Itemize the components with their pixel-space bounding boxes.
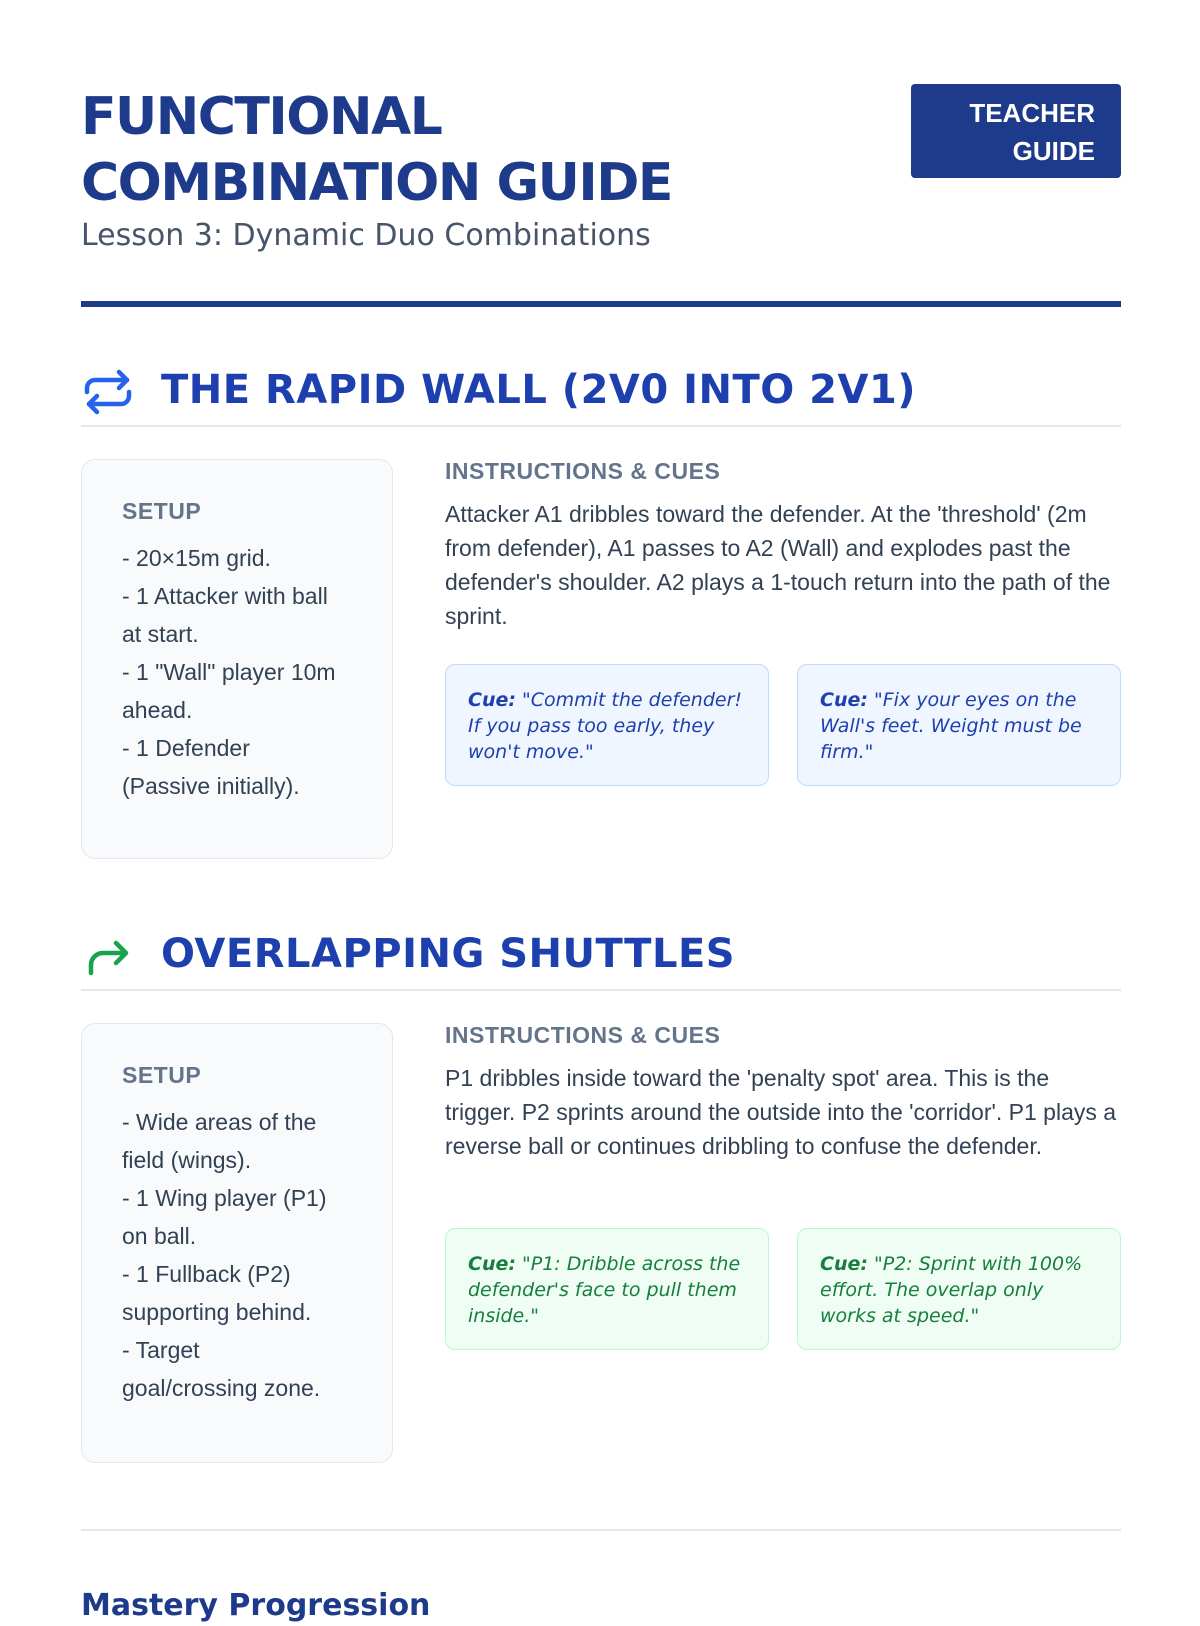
badge-line-2: GUIDE [1012, 136, 1095, 166]
setup-line: goal/crossing zone. [122, 1375, 321, 1401]
setup-card [81, 1023, 393, 1463]
page-title-line-1: FUNCTIONAL [81, 87, 442, 147]
page-subtitle: Lesson 3: Dynamic Duo Combinations [81, 218, 651, 253]
teacher-guide-badge [911, 84, 1121, 178]
cue-label: Cue: [820, 689, 868, 711]
setup-card [81, 459, 393, 859]
setup-label: SETUP [122, 498, 202, 524]
cue-text: "Fix your eyes on the Wall's feet. Weight must be firm." [820, 689, 1082, 763]
section-header [81, 919, 1121, 991]
cue-text: "Commit the defender! If you pass too early, they won't move." [468, 689, 742, 763]
cue-card [445, 664, 769, 786]
section-title: OVERLAPPING SHUTTLES [161, 931, 736, 977]
instructions-text: P1 dribbles inside toward the 'penalty spot' area. This is the trigger. P2 sprints around the outside into the 'corridor'. P1 plays a reverse ball or continues dribbling to confuse the defender. [445, 1065, 1117, 1159]
setup-line: on ball. [122, 1223, 197, 1249]
cue-label: Cue: [468, 1253, 516, 1275]
instructions-label: INSTRUCTIONS & CUES [445, 1022, 721, 1048]
page-title-line-2: COMBINATION GUIDE [81, 153, 672, 213]
setup-label: SETUP [122, 1062, 202, 1088]
repeat-arrows-icon [81, 365, 135, 419]
cue-label: Cue: [468, 689, 516, 711]
setup-line: - 1 Defender [122, 735, 250, 761]
setup-line: - 1 "Wall" player 10m [122, 659, 336, 685]
badge-line-1: TEACHER [969, 98, 1095, 128]
instructions-label: INSTRUCTIONS & CUES [445, 458, 721, 484]
mastery-progression-heading: Mastery Progression [81, 1588, 431, 1623]
setup-line: - 1 Fullback (P2) [122, 1261, 291, 1287]
setup-line: - Target [122, 1337, 200, 1363]
cue-text: "P2: Sprint with 100% effort. The overlap only works at speed." [820, 1253, 1083, 1327]
cue-card [797, 664, 1121, 786]
setup-line: supporting behind. [122, 1299, 312, 1325]
setup-line: (Passive initially). [122, 773, 300, 799]
setup-line: - Wide areas of the [122, 1109, 317, 1135]
instructions-block [445, 1022, 1121, 1163]
cue-label: Cue: [820, 1253, 868, 1275]
setup-line: - 1 Attacker with ball [122, 583, 328, 609]
header-divider [81, 301, 1121, 307]
setup-line: field (wings). [122, 1147, 252, 1173]
section-rapid-wall [81, 355, 1121, 855]
cue-card [797, 1228, 1121, 1350]
cue-text: "P1: Dribble across the defender's face to pull them inside." [468, 1253, 741, 1327]
cue-row [445, 664, 1121, 786]
setup-line: - 1 Wing player (P1) [122, 1185, 327, 1211]
section-header [81, 355, 1121, 427]
cue-row [445, 1228, 1121, 1350]
footer-divider [81, 1529, 1121, 1531]
setup-line: - 20×15m grid. [122, 545, 271, 571]
setup-line: at start. [122, 621, 199, 647]
section-title: THE RAPID WALL (2V0 INTO 2V1) [161, 367, 917, 413]
instructions-text: Attacker A1 dribbles toward the defender. At the 'threshold' (2m from defender), A1 passes to A2 (Wall) and explodes past the defender's shoulder. A2 plays a 1-touch return into the path of the sprint. [445, 501, 1111, 629]
curved-arrow-right-icon [81, 929, 135, 983]
instructions-block [445, 458, 1121, 633]
section-overlapping-shuttles [81, 919, 1121, 1459]
setup-line: ahead. [122, 697, 193, 723]
cue-card [445, 1228, 769, 1350]
